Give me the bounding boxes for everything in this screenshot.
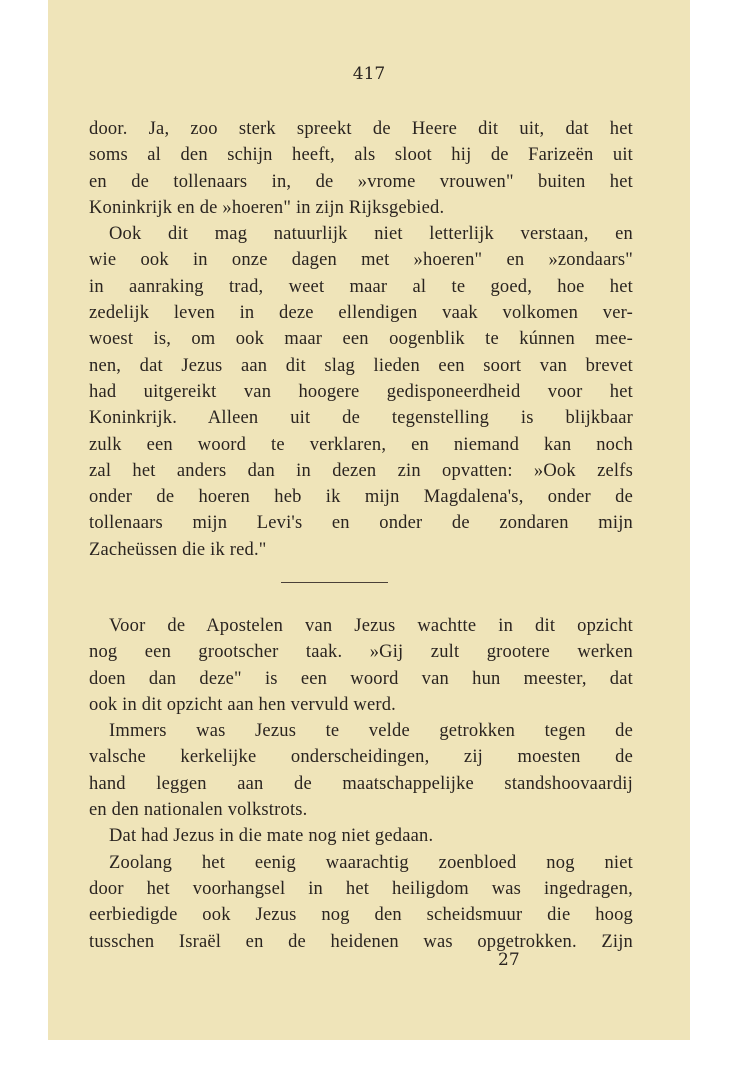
- text-line: wie ook in onze dagen met »hoeren" en »zondaars": [89, 250, 633, 271]
- text-line: eerbiedigde ook Jezus nog den scheidsmuur die hoog: [89, 905, 633, 926]
- text-line: valsche kerkelijke onderscheidingen, zij moesten de: [89, 747, 633, 768]
- paragraph-block-2: [89, 613, 633, 955]
- text-line: nen, dat Jezus aan dit slag lieden een soort van brevet: [89, 355, 633, 376]
- text-line: tollenaars mijn Levi's en onder de zondaren mijn: [89, 513, 633, 534]
- text-line: Koninkrijk. Alleen uit de tegenstelling is blijkbaar: [89, 408, 633, 429]
- text-line: en de tollenaars in, de »vrome vrouwen" buiten het: [89, 171, 633, 192]
- text-line: doen dan deze" is een woord van hun meester, dat: [89, 668, 633, 689]
- page-number: 417: [352, 64, 386, 84]
- text-line: Zoolang het eenig waarachtig zoenbloed nog niet: [109, 852, 633, 873]
- paragraph-block-1: [89, 116, 633, 563]
- text-line: en den nationalen volkstrots.: [89, 800, 308, 821]
- signature-mark: 27: [498, 950, 520, 970]
- text-line: door het voorhangsel in het heiligdom was ingedragen,: [89, 878, 633, 899]
- text-line: zedelijk leven in deze ellendigen vaak volkomen ver-: [89, 303, 633, 324]
- text-line: Dat had Jezus in die mate nog niet gedaan.: [109, 826, 434, 847]
- text-line: soms al den schijn heeft, als sloot hij de Farizeën uit: [89, 145, 633, 166]
- text-line: Ook dit mag natuurlijk niet letterlijk verstaan, en: [109, 224, 633, 245]
- book-page: [48, 0, 690, 1040]
- text-line: zulk een woord te verklaren, en niemand kan noch: [89, 434, 633, 455]
- text-line: Koninkrijk en de »hoeren" in zijn Rijksgebied.: [89, 197, 445, 218]
- text-line: zal het anders dan in dezen zin opvatten: »Ook zelfs: [89, 460, 633, 481]
- text-line: hand leggen aan de maatschappelijke standshoovaardij: [89, 773, 633, 794]
- text-line: had uitgereikt van hoogere gedisponeerdheid voor het: [89, 381, 633, 402]
- text-line: door. Ja, zoo sterk spreekt de Heere dit uit, dat het: [89, 119, 633, 139]
- section-divider: [281, 582, 388, 583]
- text-line: onder de hoeren heb ik mijn Magdalena's, onder de: [89, 487, 633, 508]
- text-line: Immers was Jezus te velde getrokken tegen de: [109, 721, 633, 742]
- text-line: woest is, om ook maar een oogenblik te kúnnen mee-: [89, 329, 633, 350]
- text-line: Zacheüssen die ik red.": [89, 539, 267, 560]
- text-line: Voor de Apostelen van Jezus wachtte in dit opzicht: [109, 616, 633, 636]
- text-line: tusschen Israël en de heidenen was opgetrokken. Zijn: [89, 931, 633, 952]
- text-line: nog een grootscher taak. »Gij zult grootere werken: [89, 642, 633, 663]
- text-line: in aanraking trad, weet maar al te goed, hoe het: [89, 276, 633, 297]
- text-line: ook in dit opzicht aan hen vervuld werd.: [89, 694, 396, 715]
